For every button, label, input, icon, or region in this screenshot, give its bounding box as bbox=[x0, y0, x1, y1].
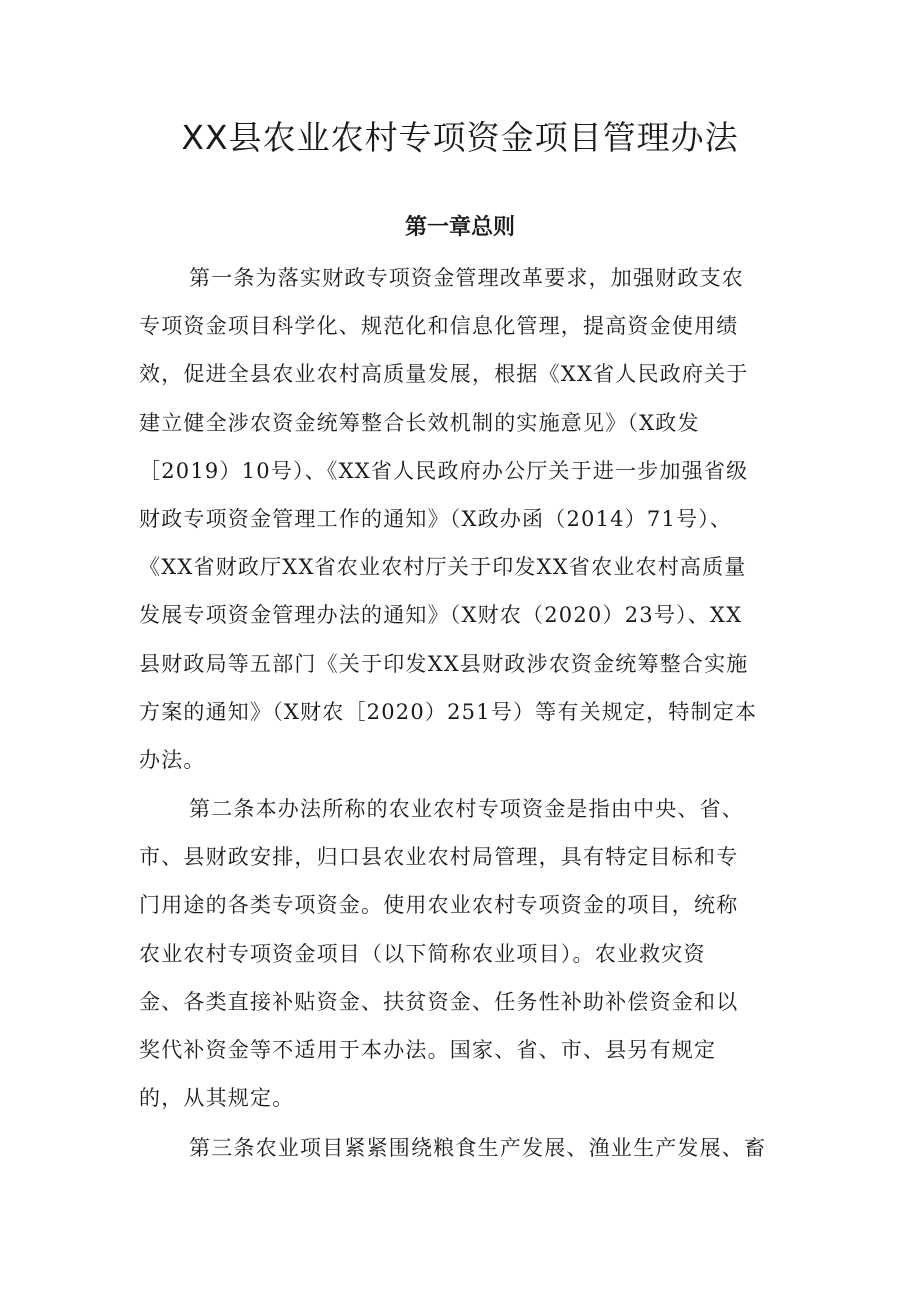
document-title: XX县农业农村专项资金项目管理办法 bbox=[181, 118, 739, 157]
chapter-heading: 第一章总则 bbox=[404, 215, 515, 240]
paragraph-line: 专项资金项目科学化、规范化和信息化管理，提高资金使用绩 bbox=[139, 314, 739, 339]
paragraph-line: 《XX省财政厅XX省农业农村厅关于印发XX省农业农村高质量 bbox=[139, 555, 747, 580]
article-1-paragraph bbox=[139, 254, 784, 784]
paragraph-line: 办法。 bbox=[139, 748, 206, 773]
article-3-paragraph bbox=[139, 1124, 784, 1172]
paragraph-line: 市、县财政安排，归口县农业农村局管理，具有特定目标和专 bbox=[139, 845, 739, 870]
paragraph-line: 发展专项资金管理办法的通知》（X财农（2020）23号）、XX bbox=[139, 603, 743, 628]
paragraph-line: 效，促进全县农业农村高质量发展，根据《XX省人民政府关于 bbox=[139, 362, 749, 387]
paragraph-line: 第一条为落实财政专项资金管理改革要求，加强财政支农 bbox=[189, 266, 744, 290]
paragraph-line: 金、各类直接补贴资金、扶贫资金、任务性补助补偿资金和以 bbox=[139, 989, 739, 1014]
paragraph-line: 方案的通知》（X财农［2020）251号）等有关规定，特制定本 bbox=[139, 699, 758, 724]
paragraph-line: ［2019）10号）、《XX省人民政府办公厅关于进一步加强省级 bbox=[139, 458, 749, 483]
paragraph-line: 建立健全涉农资金统筹整合长效机制的实施意见》（X政发 bbox=[139, 410, 700, 435]
paragraph-line: 第三条农业项目紧紧围绕粮食生产发展、渔业生产发展、畜 bbox=[189, 1136, 767, 1160]
paragraph-line: 财政专项资金管理工作的通知》（X政办函（2014）71号）、 bbox=[139, 507, 733, 532]
article-2-paragraph bbox=[139, 785, 784, 1122]
paragraph-line: 门用途的各类专项资金。使用农业农村专项资金的项目，统称 bbox=[139, 893, 739, 918]
paragraph-line: 奖代补资金等不适用于本办法。国家、省、市、县另有规定 bbox=[139, 1038, 717, 1063]
paragraph-line: 第二条本办法所称的农业农村专项资金是指由中央、省、 bbox=[189, 797, 744, 821]
paragraph-line: 农业农村专项资金项目（以下简称农业项目）。农业救灾资 bbox=[139, 941, 706, 966]
paragraph-line: 县财政局等五部门《关于印发XX县财政涉农资金统筹整合实施 bbox=[139, 651, 749, 676]
paragraph-line: 的，从其规定。 bbox=[139, 1086, 295, 1111]
